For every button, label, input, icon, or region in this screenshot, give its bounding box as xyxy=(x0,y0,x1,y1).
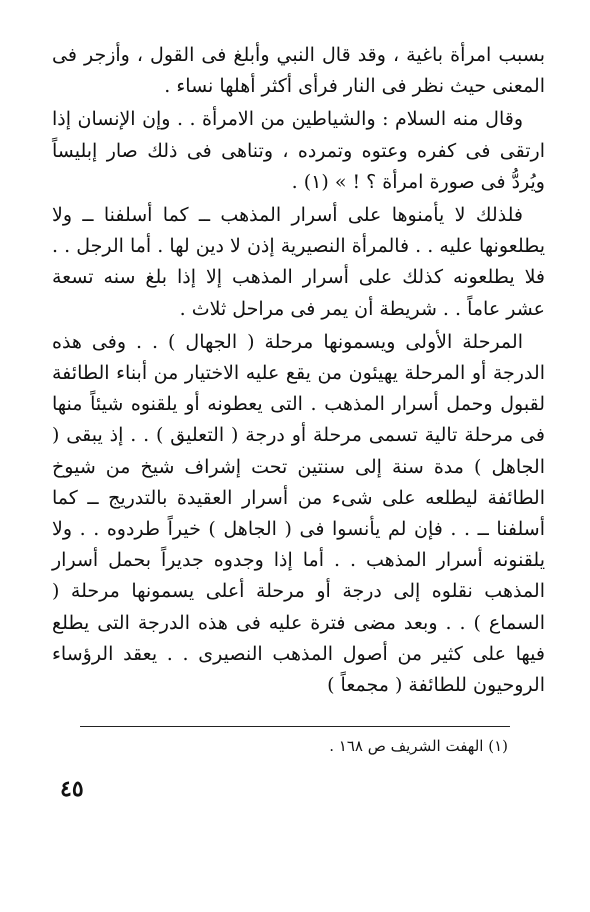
paragraph-2: وقال منه السلام : والشياطين من الامرأة . . وإن الإنسان إذا ارتقى فى كفره وعتوه وتمرده ، وتناهى فى ذلك صار إبليساً ويُردُّ فى صورة امرأة ؟ ! » (١) . xyxy=(52,108,545,193)
body-text xyxy=(52,40,545,701)
paragraph-4: المرحلة الأولى ويسمونها مرحلة ( الجهال ) . . وفى هذه الدرجة أو المرحلة يهيئون من يقع عليه الاختيار من أبناء الطائفة لقبول وحمل أسرار المذهب . التى يعطونه أو يلقنوه شيئاً منها فى مرحلة تالية تسمى مرحلة أو درجة ( التعليق ) . . إذ يبقى ( الجاهل ) مدة سنة إلى سنتين تحت إشراف شيخ من شيوخ الطائفة ليطلعه على شىء من أسرار العقيدة بالتدريج ــ كما أسلفنا ــ . . فإن لم يأنسوا فى ( الجاهل ) خيراً طردوه . . ولا يلقنونه أسرار المذهب . . أما إذا وجدوه جديراً بحمل أسرار المذهب نقلوه إلى درجة أو مرحلة أعلى يسمونها مرحلة ( السماع ) . . وبعد مضى فترة عليه فى هذه الدرجة التى يطلع فيها على كثير من أصول المذهب النصيرى . . يعقد الرؤساء الروحيون للطائفة ( مجمعاً ) xyxy=(52,330,545,697)
paragraph-3: فلذلك لا يأمنوها على أسرار المذهب ــ كما أسلفنا ــ ولا يطلعونها عليه . . فالمرأة النصيرية إذن لا دين لها . أما الرجل . . فلا يطلعونه كذلك على أسرار المذهب إلا إذا بلغ سنه تسعة عشر عاماً . . شريطة أن يمر فى مراحل ثلاث . xyxy=(52,204,545,320)
footnote-divider xyxy=(80,726,510,727)
paragraph-1: بسبب امرأة باغية ، وقد قال النبي وأبلغ فى القول ، وأزجر فى المعنى حيث نظر فى النار فرأى أكثر أهلها نساء . xyxy=(52,44,545,98)
page-number: ٤٥ xyxy=(60,776,84,802)
footnote: (١) الهفت الشريف ص ١٦٨ . xyxy=(329,737,508,755)
